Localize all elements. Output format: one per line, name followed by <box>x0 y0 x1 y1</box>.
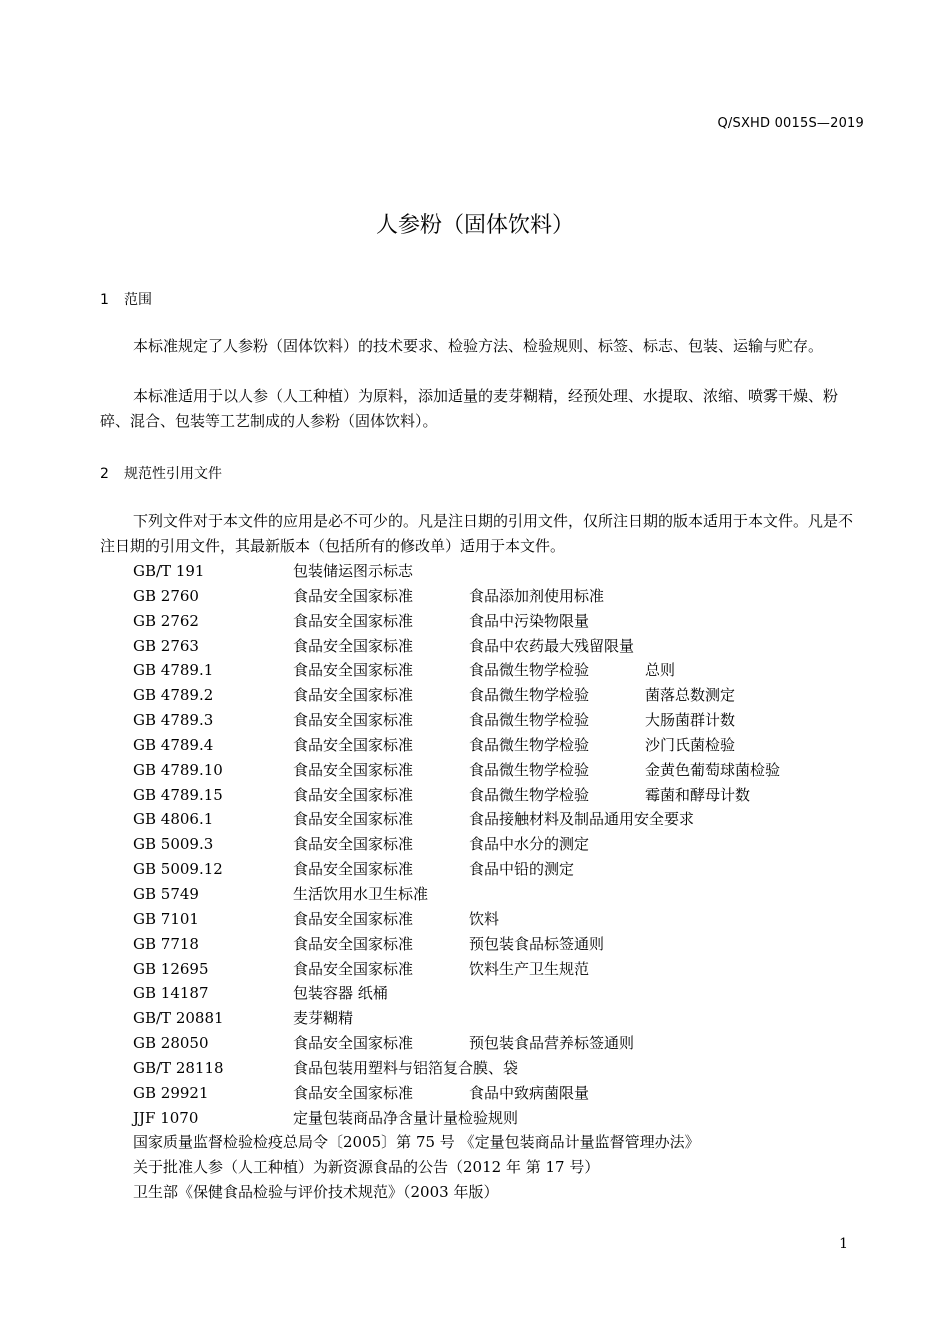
reference-row <box>133 584 700 609</box>
reference-title-part-2: 食品微生物学检验 <box>469 785 590 804</box>
reference-title-part-1: 食品安全国家标准 <box>293 909 414 928</box>
reference-row <box>133 857 700 882</box>
reference-code: GB 2762 <box>133 611 199 630</box>
reference-title-part-1: 定量包装商品净含量计量检验规则 <box>293 1108 519 1127</box>
reference-title-part-2: 食品微生物学检验 <box>469 661 590 680</box>
reference-code: GB 4789.2 <box>133 686 214 705</box>
reference-title-part-1: 食品安全国家标准 <box>293 611 414 630</box>
reference-code: GB 4789.1 <box>133 661 214 680</box>
section-title: 规范性引用文件 <box>124 466 222 482</box>
reference-title-part-3: 菌落总数测定 <box>645 686 736 705</box>
reference-code: GB 5009.12 <box>133 860 223 879</box>
reference-title-part-2: 饮料 <box>469 909 500 928</box>
reference-title-part-1: 食品安全国家标准 <box>293 860 414 879</box>
reference-title-part-1: 食品安全国家标准 <box>293 661 414 680</box>
reference-title-part-1: 食品安全国家标准 <box>293 586 414 605</box>
reference-title-part-1: 食品安全国家标准 <box>293 735 414 754</box>
reference-row <box>133 708 736 733</box>
section-2-heading <box>100 463 222 483</box>
reference-row <box>133 1056 700 1081</box>
reference-title-part-2: 食品中农药最大残留限量 <box>469 636 635 655</box>
reference-title-part-2: 食品微生物学检验 <box>469 686 590 705</box>
reference-title-part-3: 沙门氏菌检验 <box>645 735 736 754</box>
section-number: 1 <box>100 292 109 308</box>
reference-row <box>133 658 700 683</box>
reference-code: GB/T 28118 <box>133 1058 224 1077</box>
page-number: 1 <box>839 1236 848 1252</box>
reference-title-part-1: 食品包装用塑料与铝箔复合膜、袋 <box>293 1058 519 1077</box>
reference-row <box>133 932 700 957</box>
reference-title-part-3: 大肠菌群计数 <box>645 711 736 730</box>
reference-title-part-1: 食品安全国家标准 <box>293 636 414 655</box>
reference-title-part-2: 食品接触材料及制品通用安全要求 <box>469 810 695 829</box>
reference-code: GB 4806.1 <box>133 810 214 829</box>
reference-title-part-2: 饮料生产卫生规范 <box>469 959 590 978</box>
reference-title-part-1: 食品安全国家标准 <box>293 1083 414 1102</box>
document-title: 人参粉（固体饮料） <box>375 213 574 238</box>
reference-code: GB 14187 <box>133 984 209 1003</box>
reference-list <box>133 559 781 1205</box>
reference-title-part-1: 食品安全国家标准 <box>293 760 414 779</box>
reference-title-part-2: 食品中致病菌限量 <box>469 1083 590 1102</box>
reference-code: GB/T 191 <box>133 562 205 580</box>
other-reference: 关于批准人参（人工种植）为新资源食品的公告（2012 年 第 17 号） <box>133 1158 600 1177</box>
reference-code: GB 4789.3 <box>133 711 214 730</box>
section-1-paragraph-1: 本标准规定了人参粉（固体饮料）的技术要求、检验方法、检验规则、标签、标志、包装、运输与贮存。 <box>133 337 824 355</box>
reference-title-part-2: 食品添加剂使用标准 <box>469 586 605 605</box>
reference-row <box>133 1006 700 1031</box>
reference-row <box>133 1031 700 1056</box>
reference-code: GB 7718 <box>133 934 199 953</box>
reference-title-part-2: 食品微生物学检验 <box>469 760 590 779</box>
reference-row <box>133 733 736 758</box>
reference-title-part-1: 食品安全国家标准 <box>293 711 414 730</box>
reference-code: GB 4789.15 <box>133 785 223 804</box>
reference-title-part-1: 食品安全国家标准 <box>293 810 414 829</box>
reference-row <box>133 907 700 932</box>
reference-row <box>133 981 700 1006</box>
reference-title-part-1: 食品安全国家标准 <box>293 959 414 978</box>
reference-row <box>133 783 751 808</box>
reference-row <box>133 559 700 584</box>
reference-title-part-2: 食品微生物学检验 <box>469 711 590 730</box>
reference-code: GB 28050 <box>133 1034 209 1053</box>
reference-row <box>133 683 736 708</box>
reference-title-part-2: 食品中水分的测定 <box>469 835 590 854</box>
reference-title-part-2: 食品中污染物限量 <box>469 611 590 630</box>
reference-title-part-2: 预包装食品营养标签通则 <box>469 1034 635 1053</box>
standard-code: Q/SXHD 0015S—2019 <box>717 116 864 131</box>
reference-title-part-1: 包装容器 纸桶 <box>293 984 388 1003</box>
reference-row <box>133 957 700 982</box>
section-number: 2 <box>100 466 109 482</box>
reference-code: GB 4789.4 <box>133 735 214 754</box>
section-1-paragraph-2: 本标准适用于以人参（人工种植）为原料，添加适量的麦芽糊精，经预处理、水提取、浓缩、喷雾干燥、粉碎、混合、包装等工艺制成的人参粉（固体饮料）。 <box>100 387 839 430</box>
reference-row <box>133 758 781 783</box>
section-1-heading <box>100 289 152 309</box>
reference-row <box>133 634 700 659</box>
reference-title-part-1: 生活饮用水卫生标准 <box>293 884 429 903</box>
reference-title-part-1: 食品安全国家标准 <box>293 1034 414 1053</box>
reference-title-part-2: 预包装食品标签通则 <box>469 934 605 953</box>
reference-title-part-1: 麦芽糊精 <box>293 1009 354 1028</box>
reference-code: GB 2763 <box>133 636 199 655</box>
reference-title-part-3: 金黄色葡萄球菌检验 <box>645 760 781 779</box>
reference-title-part-1: 食品安全国家标准 <box>293 785 414 804</box>
reference-code: GB 4789.10 <box>133 760 223 779</box>
reference-code: GB 29921 <box>133 1083 209 1102</box>
reference-code: GB 12695 <box>133 959 209 978</box>
reference-row <box>133 832 700 857</box>
reference-title-part-3: 总则 <box>645 661 676 680</box>
reference-title-part-1: 包装储运图示标志 <box>293 562 414 580</box>
reference-code: GB/T 20881 <box>133 1009 224 1028</box>
reference-code: GB 5009.3 <box>133 835 214 854</box>
reference-title-part-2: 食品中铅的测定 <box>469 860 575 879</box>
reference-title-part-3: 霉菌和酵母计数 <box>645 785 751 804</box>
reference-title-part-1: 食品安全国家标准 <box>293 934 414 953</box>
other-reference: 卫生部《保健食品检验与评价技术规范》（2003 年版） <box>133 1183 499 1202</box>
reference-title-part-1: 食品安全国家标准 <box>293 686 414 705</box>
reference-title-part-2: 食品微生物学检验 <box>469 735 590 754</box>
reference-code: GB 7101 <box>133 909 199 928</box>
reference-title-part-1: 食品安全国家标准 <box>293 835 414 854</box>
reference-row <box>133 882 700 907</box>
reference-row <box>133 609 700 634</box>
section-2-paragraph-1: 下列文件对于本文件的应用是必不可少的。凡是注日期的引用文件，仅所注日期的版本适用于本文件。凡是不注日期的引用文件，其最新版本（包括所有的修改单）适用于本文件。 <box>100 512 854 555</box>
section-title: 范围 <box>124 292 152 308</box>
reference-row <box>133 1081 700 1106</box>
reference-row <box>133 807 700 832</box>
reference-code: JJF 1070 <box>133 1108 199 1127</box>
other-reference: 国家质量监督检验检疫总局令〔2005〕第 75 号 《定量包装商品计量监督管理办法》 <box>133 1133 700 1152</box>
reference-code: GB 5749 <box>133 884 199 903</box>
reference-row <box>133 1106 700 1131</box>
reference-code: GB 2760 <box>133 586 199 605</box>
